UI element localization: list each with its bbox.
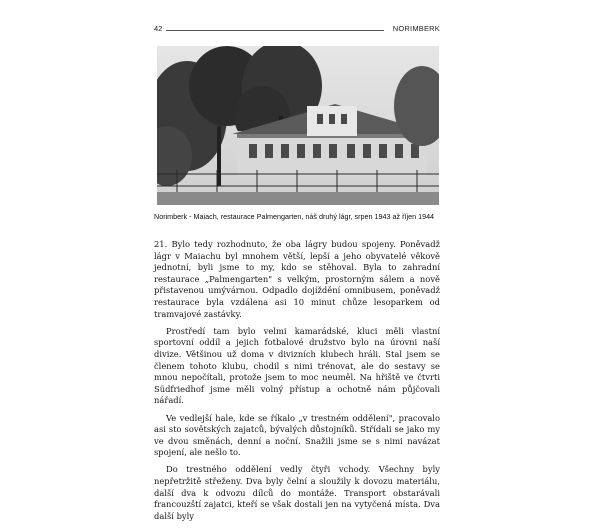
paragraph: 21. Bylo tedy rozhodnuto, že oba lágry budou spojeny. Poněvadž lágr v Maiachu byl mnohem větší, lepší a jeho obyvatelé věkově jednotní, byli jsme to my, kdo se stěhoval. Byla to zahradní restaurace „Palmengarten" s velkým, prostorným sálem a nově přistavenou umývárnou. Odpadlo dojíždění omnibusem, poněvadž restaurace byla vzdálena asi 10 minut chůze lesoparkem od tramvajové zastávky. (154, 239, 440, 319)
paragraph: Do trestného oddělení vedly čtyři vchody. Všechny byly nepřetržitě střeženy. Dva byly čelní a sloužily k dovozu materiálu, další dva k odvozu dílců do montáže. Transport obstarávali francouzští zajatci, kteří se však dostali jen na vytyčená místa. Dva další byly (154, 464, 440, 521)
paragraph: Prostředí tam bylo velmi kamarádské, kluci měli vlastní sportovní oddíl a jejich fotbalové družstvo bylo na úrovni naší divize. Většinou už doma v divizních klubech hráli. Stal jsem se členem tohoto klubu, chodil s nimi trénovat, ale do sestavy se mnou nepočítali, protože jsem to moc neuměl. Na hřiště ve čtvrti Südfriedhof jsme měli volný přístup a ochotně nám půjčovali nářadí. (154, 325, 440, 406)
historical-photograph (157, 46, 439, 205)
photo-caption: Norimberk - Maiach, restaurace Palmengarten, náš druhý lágr, srpen 1943 až říjen 1944 (154, 212, 435, 221)
running-header (154, 22, 440, 36)
photo-ground (157, 192, 439, 205)
running-title: NORIMBERK (392, 24, 440, 33)
page-number: 42 (154, 24, 163, 33)
header-rule (166, 30, 384, 31)
body-text (154, 239, 440, 528)
paragraph: Ve vedlejší hale, kde se říkalo „v trestném oddělení", pracovalo asi sto sovětských zajatců, bývalých důstojníků. Střídali se jako my ve dvou směnách, denní a noční. Snažili jsme se s nimi navázat spojení, ale nešlo to. (154, 412, 440, 458)
